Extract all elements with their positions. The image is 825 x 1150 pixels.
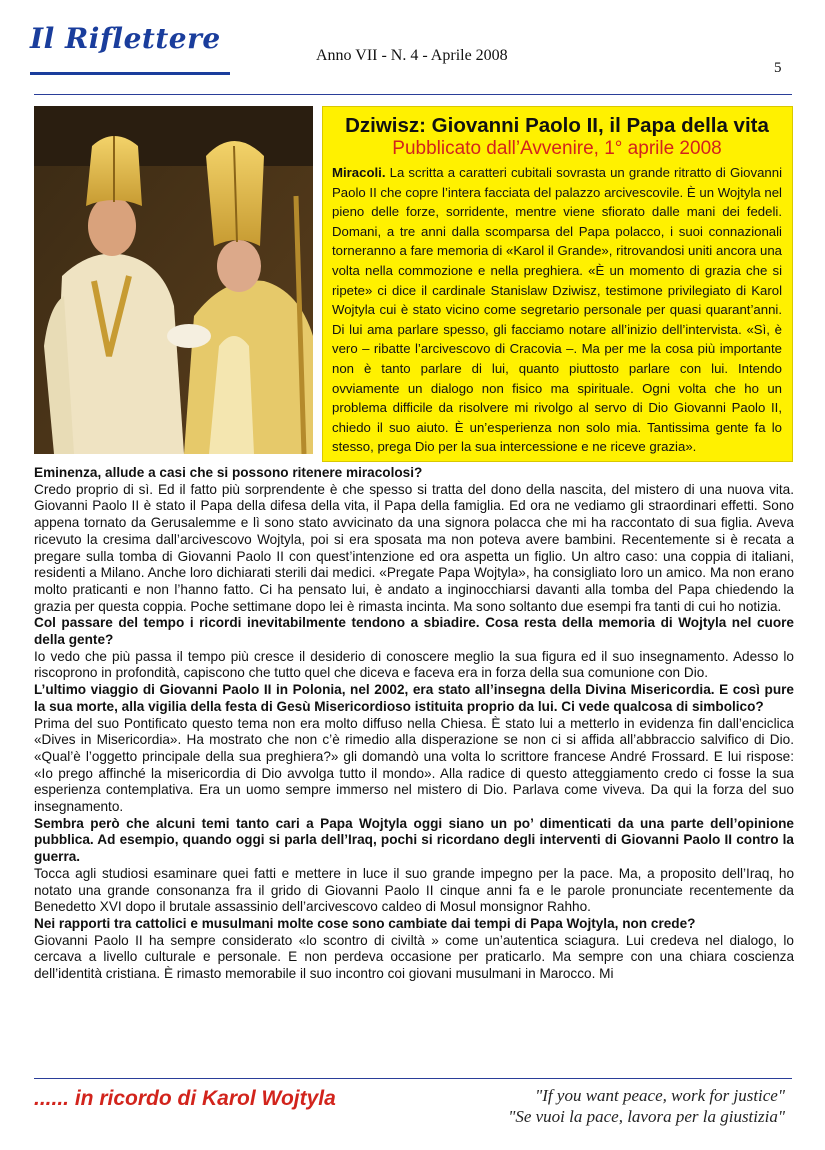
feature-subtitle: Pubblicato dall’Avvenire, 1° aprile 2008 [392, 138, 722, 159]
question: Eminenza, allude a casi che si possono ritenere miracolosi? [34, 465, 423, 480]
question: Col passare del tempo i ricordi inevitabilmente tendono a sbiadire. Cosa resta della memoria di Wojtyla nel cuore della gente? [34, 615, 794, 648]
question: Sembra però che alcuni temi tanto cari a Papa Wojtyla oggi siano un po’ dimenticati da una parte dell’opinione pubblica. Ad esempio, quando oggi si parla dell’Iraq, pochi si ricordano degli interventi di Giovanni Paolo II contro la guerra. [34, 815, 794, 865]
photo-cardinal-and-pope-icon [34, 106, 313, 454]
issue-info: Anno VII - N. 4 - Aprile 2008 [316, 47, 508, 64]
answer: Giovanni Paolo II ha sempre considerato «lo scontro di civiltà » come un’autentica sciagura. Lui credeva nel dialogo, lo cercava a livello culturale e personale. E non perdeva occasione per praticarlo. Ma sempre con una chiara coscienza dell’identità cristiana. È rimasto memorabile il suo incontro coi giovani musulmani in Marocco. Mi [34, 932, 794, 982]
question: Nei rapporti tra cattolici e musulmani molte cose sono cambiate dai tempi di Papa Wojtyla, non crede? [34, 915, 696, 931]
feature-text [332, 163, 782, 457]
masthead [30, 22, 230, 78]
feature-body: La scritta a caratteri cubitali sovrasta un grande ritratto di Giovanni Paolo II che copre l’intera facciata del palazzo arcivescovile. È un Wojtyla nel pieno delle forze, sorridente, mentre viene sfiorato dalle mani dei fedeli. Domani, a tre anni dalla scomparsa del Papa polacco, i suoi connazionali torneranno a fare memoria di «Karol il Grande», ritrovandosi uniti ancora una volta nella commozione e nella preghiera. «È un momento di grazia che si ripete» ci dice il cardinale Stanislaw Dziwisz, testimone privilegiato di Karol Wojtyla cui è stato vicino come segretario personale per quasi quarant’anni. Di lui ama parlare spesso, gli facciamo notare all’inizio dell’intervista. «Sì, è vero – ribatte l’arcivescovo di Cracovia –. Ma per me la cosa più importante non è tanto parlare di lui, quanto piuttosto parlare con lui. Intendo ovviamente un dialogo non fisico ma spirituale. Ogni volta che ho un problema difficile da risolvere mi rivolgo al servo di Dio Giovanni Paolo II, chiedo il suo aiuto. È un’esperienza non solo mia. Tantissima gente fa lo stesso, prega Dio per la sua intercessione e ne riceve grazia». [332, 165, 782, 455]
footer-quote [508, 1085, 785, 1127]
bottom-divider [34, 1078, 792, 1079]
feature-title: Dziwisz: Giovanni Paolo II, il Papa della vita [345, 114, 769, 137]
answer: Prima del suo Pontificato questo tema non era molto diffuso nella Chiesa. È stato lui a metterlo in evidenza fin dall’enciclica «Dives in Misericordia». Ha mostrato che non c’è rimedio alla disperazione se non ci si affida all’abbraccio salvifico di Dio. «Qual’è l’oggetto principale della sua preghiera?» gli domandò una volta lo scrittore francese André Frossard. E lui rispose: «Io prego affinché la misericordia di Dio avvolga tutto il mondo». Alla radice di questo atteggiamento credo ci fosse la sua esperienza contemplativa. Era un uomo sempre immerso nel mistero di Dio. Parlava come viveva. Da qui la forza del suo insegnamento. [34, 715, 794, 815]
feature-box [322, 106, 793, 462]
answer: Credo proprio di sì. Ed il fatto più sorprendente è che spesso si tratta del dono della nascita, del mistero di una nuova vita. Giovanni Paolo II è stato il Papa della difesa della vita, il Papa della famiglia. Ed ora ne vediamo gli straordinari effetti. Sono appena tornato da Gerusalemme e lì sono stato avvicinato da una signora polacca che mi ha raccontato di sua figlia. Aveva ricevuto la cresima dall’arcivescovo Wojtyla, poi si era sposata ma non poteva avere bambini. Recentemente si è recata a pregare sulla tomba di Giovanni Paolo II con quest’intenzione ed ora aspetta un figlio. Un altro caso: una coppia di italiani, residenti a Milano. Anche loro dichiarati sterili dai medici. «Pregate Papa Wojtyla», ha consigliato loro un amico. Ma non erano molto praticanti e non l’hanno fatto. Ci ha pensato lui, è andato a inginocchiarsi davanti alla tomba del Papa chiedendo la grazia per questa coppia. Poche settimane dopo lei è rimasta incinta. Ma sono soltanto due esempi fra tanti di cui ho notizia. [34, 481, 794, 614]
feature-lead: Miracoli. [332, 165, 386, 180]
logo-underline [30, 72, 230, 75]
interview-body [34, 465, 794, 983]
footer-quote-en: "If you want peace, work for justice" [535, 1086, 785, 1105]
top-divider [34, 94, 792, 95]
answer: Io vedo che più passa il tempo più cresce il desiderio di conoscere meglio la sua figura ed il suo insegnamento. Adesso lo riscoprono in profondità, capiscono che tutto quel che diceva e faceva era in forza della sua comunione con Dio. [34, 648, 794, 681]
question: L’ultimo viaggio di Giovanni Paolo II in Polonia, nel 2002, era stato all’insegna della Divina Misericordia. E così pure la sua morte, alla vigilia della festa di Gesù Misericordioso istituita proprio da lui. Ci vede qualcosa di simbolico? [34, 682, 794, 714]
footer-tagline: ...... in ricordo di Karol Wojtyla [34, 1087, 336, 1110]
logo: Il Riflettere [30, 22, 221, 55]
footer-quote-it: "Se vuoi la pace, lavora per la giustizia" [508, 1107, 785, 1126]
answer: Tocca agli studiosi esaminare quei fatti e mettere in luce il suo grande impegno per la pace. Ma, a proposito dell’Iraq, ho notato una grande consonanza fra il grido di Giovanni Paolo II cinque anni fa e le parole pronunciate recentemente da Benedetto XVI dopo il brutale assassinio dell’arcivescovo caldeo di Mosul monsignor Rahho. [34, 865, 794, 915]
page-number: 5 [774, 60, 782, 76]
